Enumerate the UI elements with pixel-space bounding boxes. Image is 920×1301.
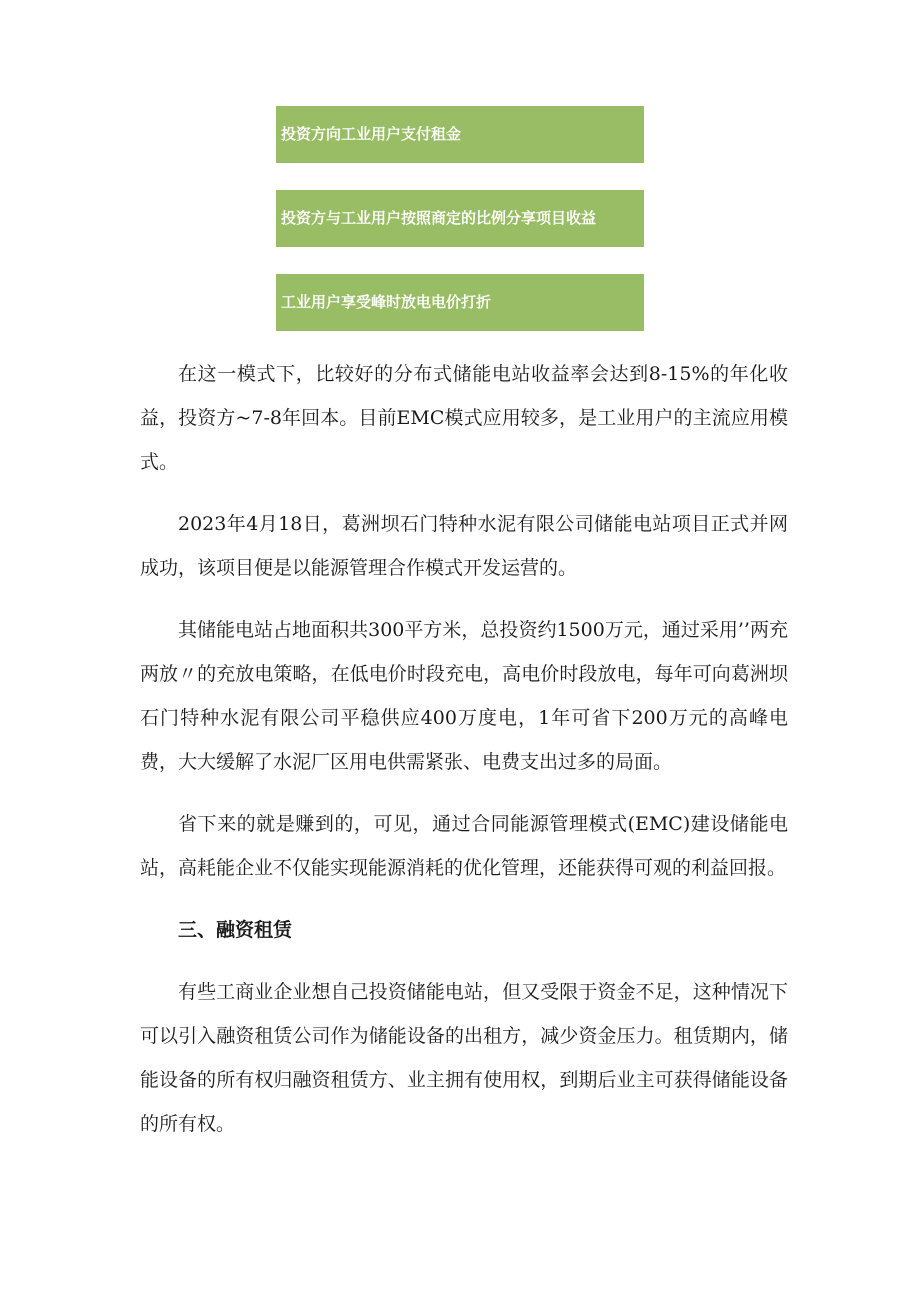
box-peak-price-discount: 工业用户享受峰时放电电价打折 <box>276 274 644 331</box>
paragraph-financing-lease: 有些工商业企业想自己投资储能电站，但又受限于资金不足，这种情况下可以引入融资租赁公司作为储能设备的出租方，减少资金压力。租赁期内，储能设备的所有权归融资租赁方、业主拥有使用权，到期后业主可获得储能设备的所有权。 <box>140 981 788 1135</box>
paragraph-emc-summary: 省下来的就是赚到的，可见，通过合同能源管理模式(EMC)建设储能电站，高耗能企业不仅能实现能源消耗的优化管理，还能获得可观的利益回报。 <box>140 813 788 879</box>
model-boxes <box>276 106 644 358</box>
paragraph-station-details: 其储能电站占地面积共300平方米，总投资约1500万元，通过采用’’两充两放〃的充放电策略，在低电价时段充电，高电价时段放电，每年可向葛洲坝石门特种水泥有限公司平稳供应400万度电，1年可省下200万元的高峰电费，大大缓解了水泥厂区用电供需紧张、电费支出过多的局面。 <box>140 619 788 773</box>
box-investor-pays-rent: 投资方向工业用户支付租金 <box>276 106 644 163</box>
section-heading-financing-lease: 三、融资租赁 <box>178 919 293 941</box>
box-share-project-revenue: 投资方与工业用户按照商定的比例分享项目收益 <box>276 190 644 247</box>
body-text <box>140 352 788 1164</box>
paragraph-project-grid: 2023年4月18日，葛洲坝石门特种水泥有限公司储能电站项目正式并网成功，该项目便是以能源管理合作模式开发运营的。 <box>140 513 788 579</box>
paragraph-revenue-rate: 在这一模式下，比较好的分布式储能电站收益率会达到8-15%的年化收益，投资方~7-8年回本。目前EMC模式应用较多，是工业用户的主流应用模式。 <box>140 363 788 473</box>
